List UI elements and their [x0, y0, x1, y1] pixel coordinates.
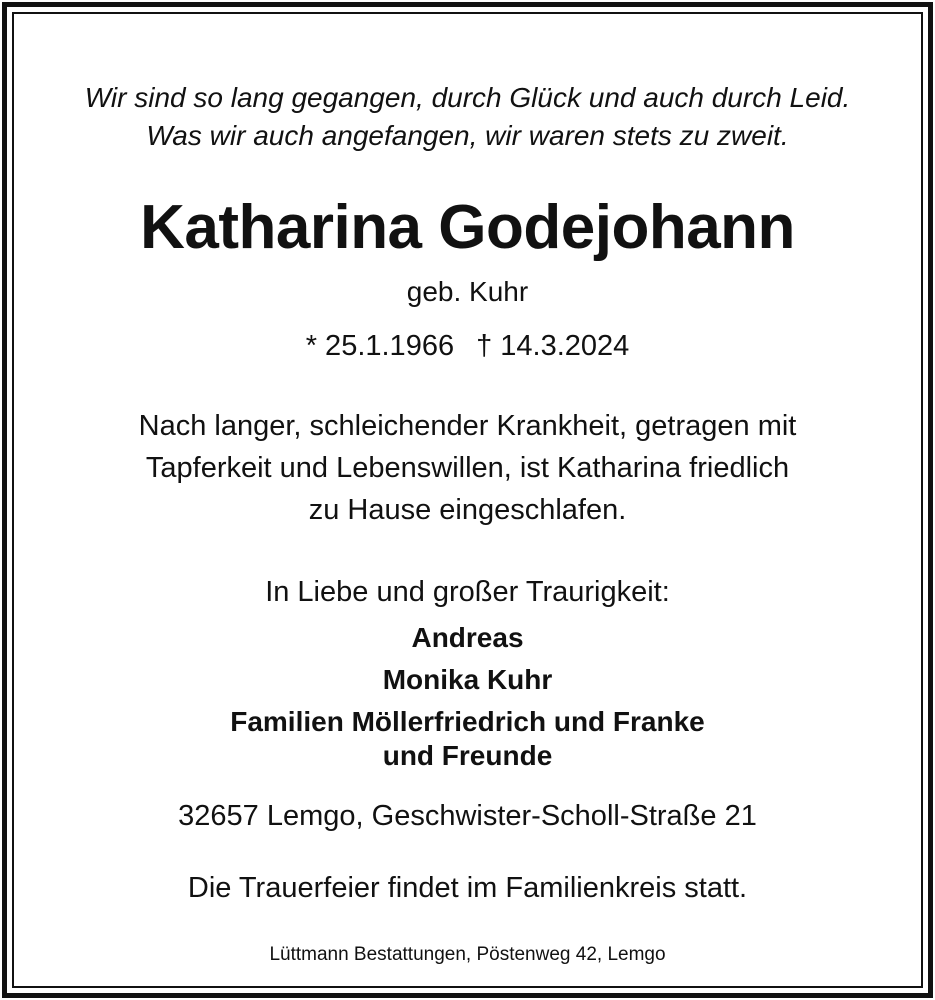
birth-name: geb. Kuhr: [406, 276, 529, 307]
mourner-name: Monika Kuhr: [382, 664, 553, 695]
death-date: † 14.3.2024: [476, 330, 630, 362]
poem-line-2: Was wir auch angefangen, wir waren stets zu zweit.: [146, 120, 789, 151]
mourner-name: und Freunde: [382, 740, 553, 771]
deceased-name: Katharina Godejohann: [140, 193, 795, 262]
mourners-intro: In Liebe und großer Traurigkeit:: [265, 576, 670, 608]
message-line-3: zu Hause eingeschlafen.: [308, 494, 627, 526]
mourner-name: Familien Möllerfriedrich und Franke: [230, 706, 705, 737]
message-line-1: Nach langer, schleichender Krankheit, getragen mit: [138, 410, 797, 442]
address: 32657 Lemgo, Geschwister-Scholl-Straße 21: [178, 800, 757, 832]
poem-line-1: Wir sind so lang gegangen, durch Glück und auch durch Leid.: [84, 82, 851, 113]
funeral-note: Die Trauerfeier findet im Familienkreis statt.: [187, 872, 748, 904]
message-line-2: Tapferkeit und Lebenswillen, ist Katharina friedlich: [145, 452, 790, 484]
life-dates: [0, 330, 935, 363]
birth-date: * 25.1.1966: [305, 330, 455, 362]
mourner-name: Andreas: [411, 622, 524, 653]
undertaker: Lüttmann Bestattungen, Pöstenweg 42, Lemgo: [269, 944, 666, 965]
